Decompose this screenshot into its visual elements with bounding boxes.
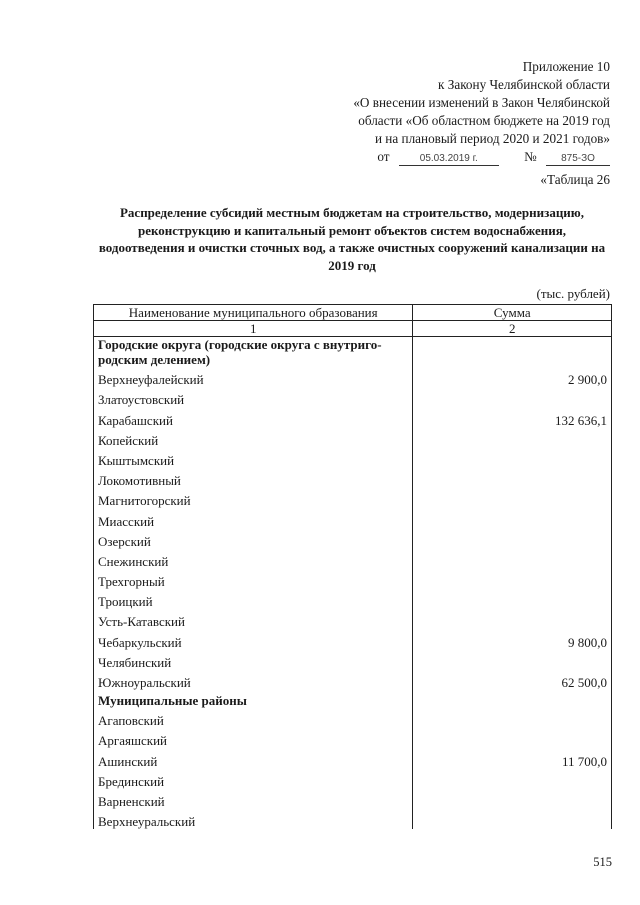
header-municipality: Наименование муниципального образования (94, 305, 413, 321)
group-row (94, 690, 612, 708)
subsidy-amount (413, 428, 612, 448)
subsidy-amount (413, 448, 612, 468)
municipality-name: Златоустовский (94, 387, 413, 407)
group-title: Городские округа (городские округа с внутриго-родским делением) (94, 337, 413, 368)
municipality-name: Копейский (94, 428, 413, 448)
table-row (94, 748, 612, 768)
group-title: Муниципальные районы (94, 690, 413, 708)
law-date-row (353, 148, 610, 166)
appendix-line: «О внесении изменений в Закон Челябинской (353, 95, 610, 110)
subsidy-amount (413, 569, 612, 589)
municipality-name: Кыштымский (94, 448, 413, 468)
subsidy-amount (413, 529, 612, 549)
group-amount (413, 690, 612, 708)
table-row (94, 488, 612, 508)
subsidy-amount: 2 900,0 (413, 367, 612, 387)
table-header-row (94, 305, 612, 321)
page-number: 515 (593, 855, 612, 869)
subsidy-amount: 9 800,0 (413, 629, 612, 649)
municipality-name: Усть-Катавский (94, 609, 413, 629)
subsidy-amount (413, 789, 612, 809)
table-row (94, 708, 612, 728)
table-row (94, 670, 612, 690)
column-number: 2 (413, 321, 612, 337)
header-amount: Сумма (413, 305, 612, 321)
subsidy-amount (413, 508, 612, 528)
municipality-name: Агаповский (94, 708, 413, 728)
subsidy-amount (413, 650, 612, 670)
units-label: (тыс. рублей) (536, 286, 610, 301)
table-row (94, 650, 612, 670)
table-row (94, 428, 612, 448)
municipality-name: Варненский (94, 789, 413, 809)
table-row (94, 529, 612, 549)
table-row (94, 609, 612, 629)
table-row (94, 448, 612, 468)
subsidy-amount (413, 488, 612, 508)
municipality-name: Магнитогорский (94, 488, 413, 508)
subsidy-amount (413, 708, 612, 728)
appendix-header (353, 58, 610, 166)
table-row (94, 789, 612, 809)
table-row (94, 407, 612, 427)
table-label: «Таблица 26 (540, 172, 610, 187)
table-row (94, 728, 612, 748)
table-row (94, 589, 612, 609)
municipality-name: Карабашский (94, 407, 413, 427)
subsidy-amount (413, 769, 612, 789)
subsidy-amount (413, 609, 612, 629)
table-row (94, 508, 612, 528)
subsidy-amount (413, 549, 612, 569)
subsidy-amount (413, 589, 612, 609)
appendix-line: Приложение 10 (522, 59, 610, 74)
table-row (94, 629, 612, 649)
number-prefix: № (524, 149, 537, 164)
appendix-line: к Закону Челябинской области (438, 77, 610, 92)
subsidy-amount (413, 387, 612, 407)
date-prefix: от (377, 149, 390, 164)
municipality-name: Снежинский (94, 549, 413, 569)
municipality-name: Миасский (94, 508, 413, 528)
law-number: 875-ЗО (546, 153, 610, 166)
group-row (94, 337, 612, 368)
table-row (94, 769, 612, 789)
municipality-name: Троицкий (94, 589, 413, 609)
municipality-name: Трехгорный (94, 569, 413, 589)
law-date: 05.03.2019 г. (399, 153, 499, 166)
municipality-name: Аргаяшский (94, 728, 413, 748)
municipality-name: Озерский (94, 529, 413, 549)
group-amount (413, 337, 612, 368)
document-title: Распределение субсидий местным бюджетам на строительство, модернизацию, реконструкцию и капитальный ремонт объектов систем водоснабжения, водоотведения и очистки сточных вод, а также очистных сооружений канализации на 2019 год (98, 205, 606, 273)
subsidy-amount (413, 809, 612, 829)
municipality-name: Верхнеуфалейский (94, 367, 413, 387)
table-row (94, 387, 612, 407)
table-row (94, 569, 612, 589)
column-number: 1 (94, 321, 413, 337)
municipality-name: Локомотивный (94, 468, 413, 488)
municipality-name: Челябинский (94, 650, 413, 670)
table-row (94, 809, 612, 829)
subsidy-amount: 11 700,0 (413, 748, 612, 768)
subsidy-amount (413, 728, 612, 748)
municipality-name: Южноуральский (94, 670, 413, 690)
appendix-line: и на плановый период 2020 и 2021 годов» (374, 131, 610, 146)
appendix-line: области «Об областном бюджете на 2019 год (358, 113, 610, 128)
table-row (94, 468, 612, 488)
municipality-name: Брединский (94, 769, 413, 789)
subsidy-amount: 62 500,0 (413, 670, 612, 690)
subsidy-table (93, 304, 612, 829)
subsidy-amount (413, 468, 612, 488)
subsidy-amount: 132 636,1 (413, 407, 612, 427)
table-row (94, 367, 612, 387)
municipality-name: Чебаркульский (94, 629, 413, 649)
municipality-name: Ашинский (94, 748, 413, 768)
table-row (94, 549, 612, 569)
column-number-row (94, 321, 612, 337)
municipality-name: Верхнеуральский (94, 809, 413, 829)
